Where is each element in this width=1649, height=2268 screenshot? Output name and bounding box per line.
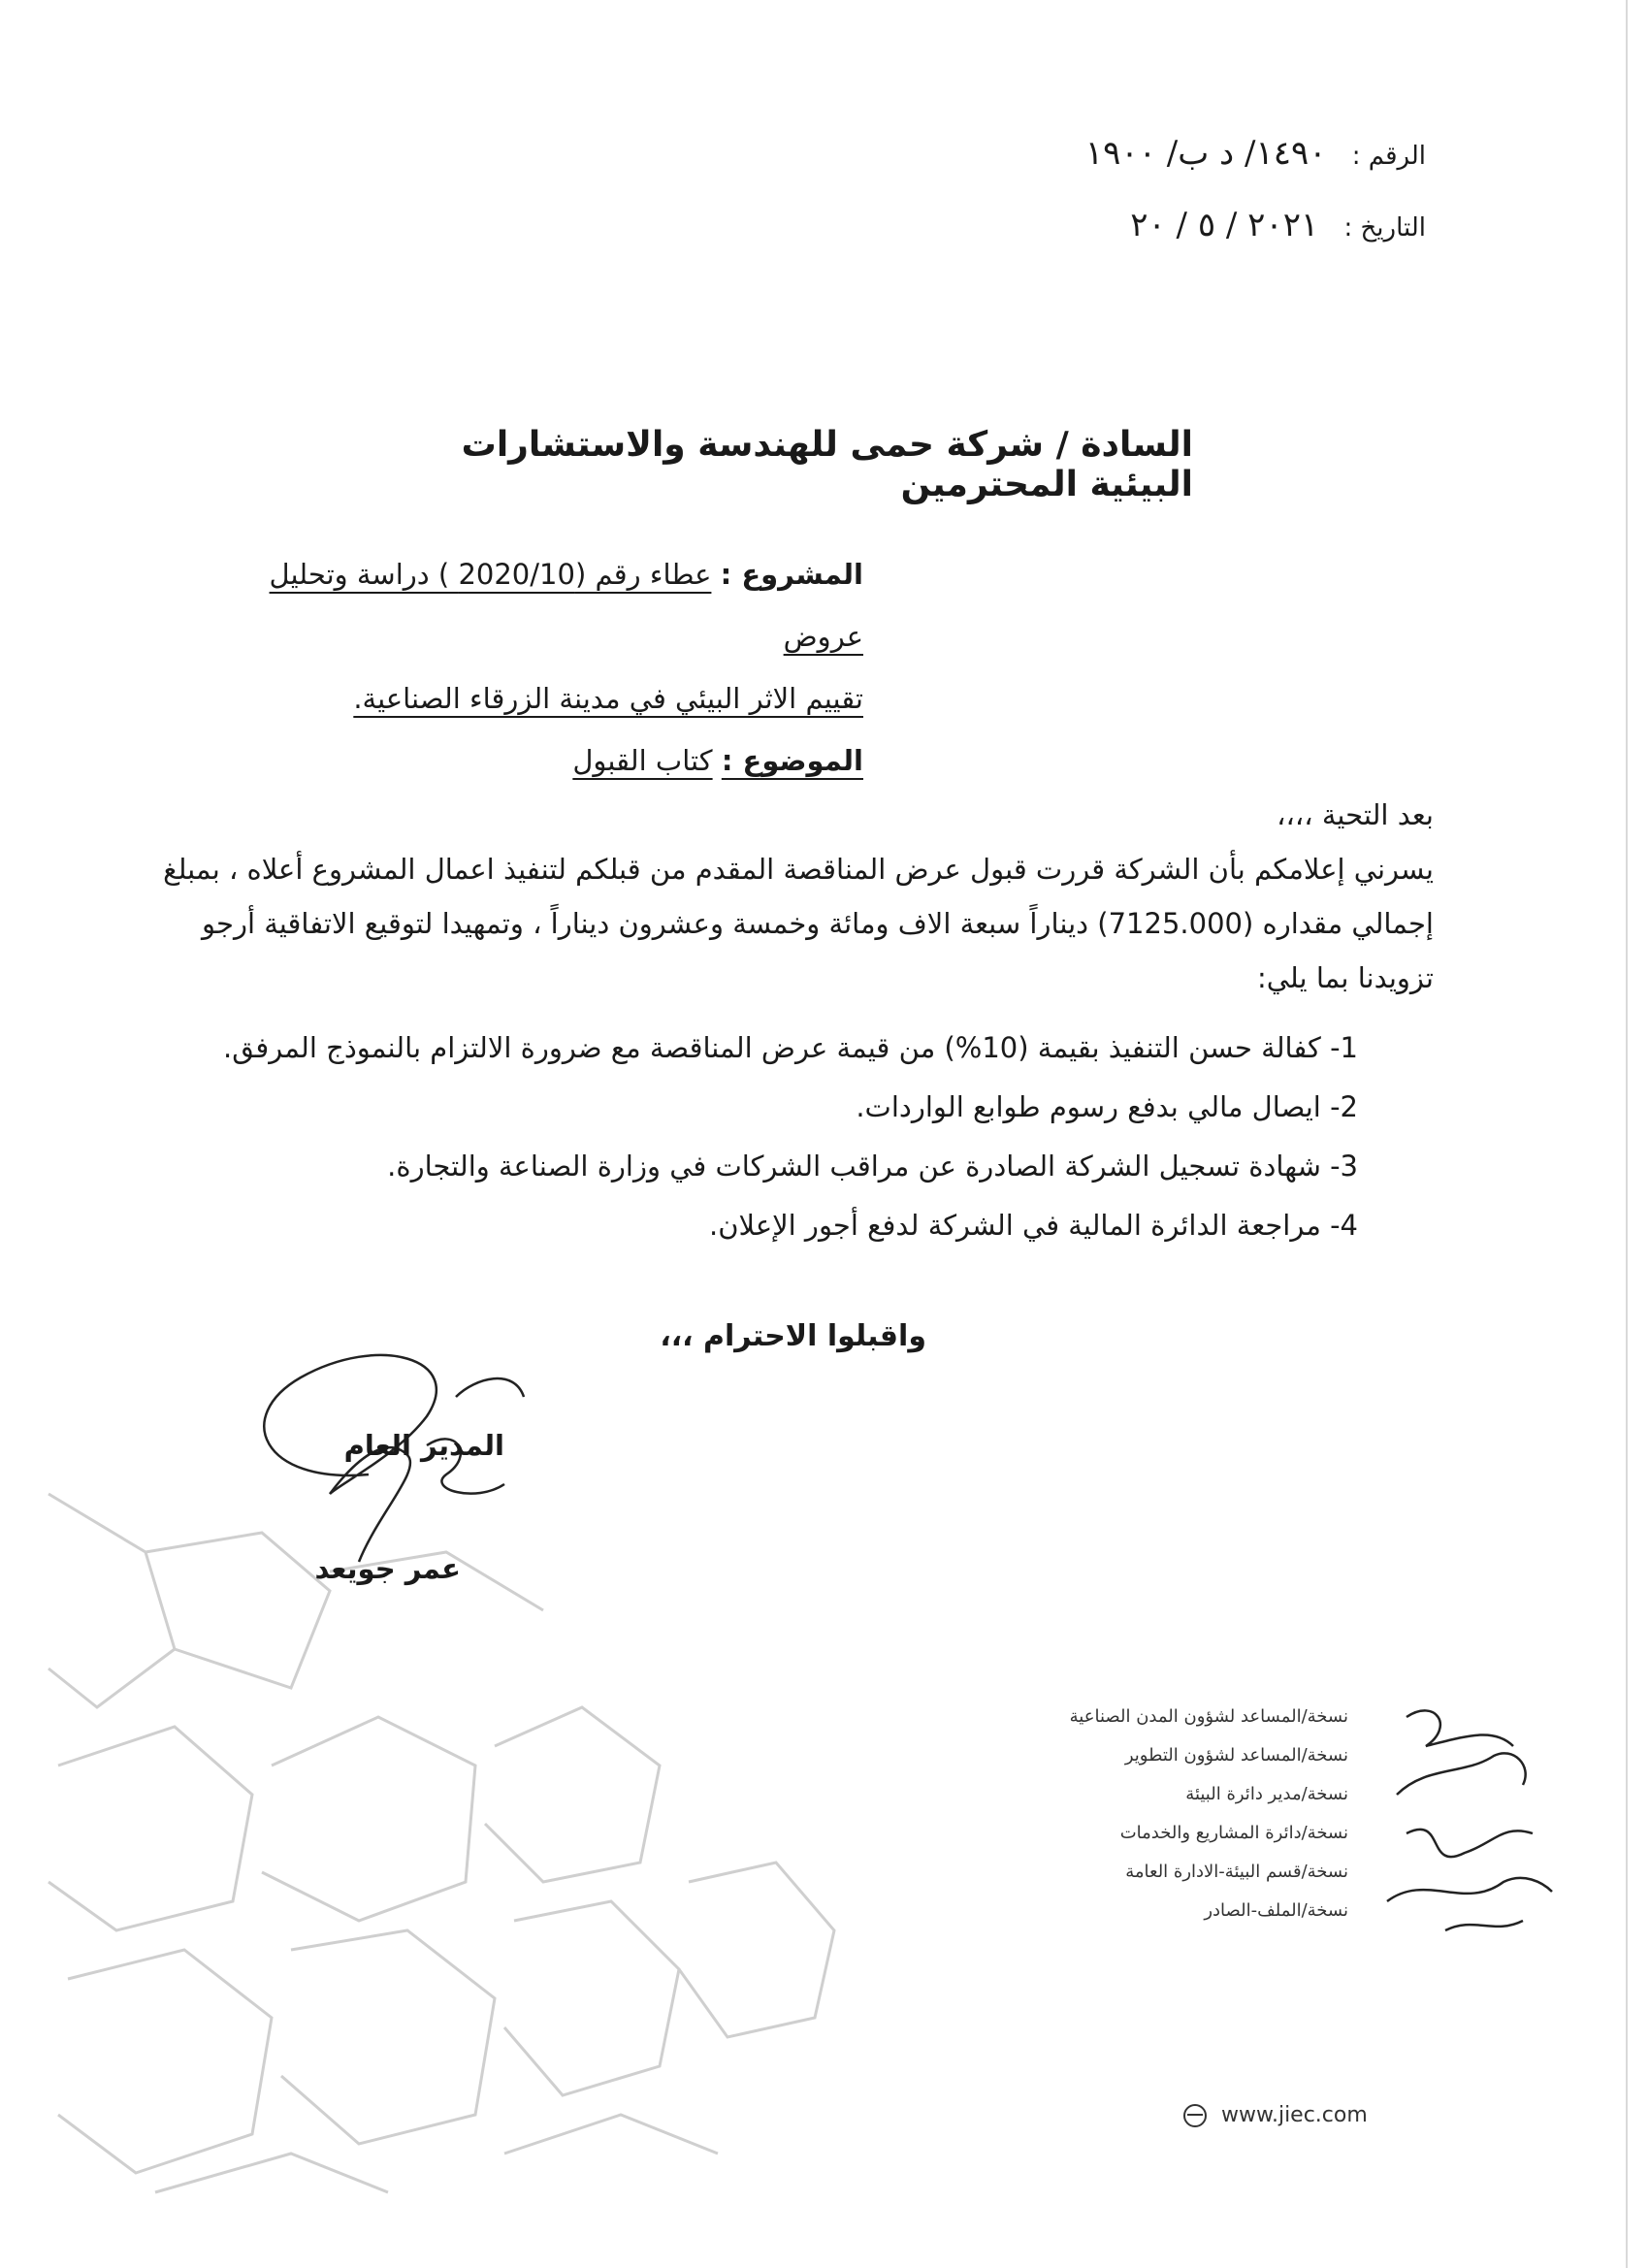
copies-list: [999, 1698, 1348, 1930]
page-edge-shadow: [1626, 0, 1628, 2268]
signatory-title: المدير العام: [343, 1429, 504, 1462]
project-line-2: [184, 667, 863, 729]
subject-label: الموضوع :: [721, 744, 863, 777]
copy-item: نسخة/دائرة المشاريع والخدمات: [1119, 1823, 1348, 1843]
subject-line: [184, 729, 863, 792]
greeting: بعد التحية ،،،،: [1277, 798, 1434, 831]
copy-item: نسخة/قسم البيئة-الادارة العامة: [1125, 1862, 1348, 1882]
website-footer: [1183, 2103, 1368, 2127]
copy-item: نسخة/الملف-الصادر: [1204, 1900, 1348, 1921]
copy-item: نسخة/المساعد لشؤون المدن الصناعية: [1069, 1706, 1348, 1727]
signatory-name: عمر جويعد: [314, 1552, 461, 1585]
date-value: ٢٠٢١ / ٥ / ٢٠: [1130, 206, 1319, 244]
requirement-item-3: 3- شهادة تسجيل الشركة الصادرة عن مراقب الشركات في وزارة الصناعة والتجارة.: [387, 1150, 1358, 1183]
watermark-hexagon-pattern: [39, 1474, 912, 2212]
project-block: [184, 543, 863, 792]
project-label: المشروع :: [720, 558, 863, 591]
body-line-3: تزويدنا بما يلي:: [1256, 961, 1434, 994]
project-title-1: عطاء رقم (2020/10 ) دراسة وتحليل عروض: [269, 558, 863, 653]
project-line-1: [184, 543, 863, 667]
requirement-item-1: 1- كفالة حسن التنفيذ بقيمة (10%) من قيمة عرض المناقصة مع ضرورة الالتزام بالنموذج المرفق.: [223, 1031, 1358, 1064]
date-label: التاريخ :: [1343, 213, 1426, 243]
closing-salutation: واقبلوا الاحترام ،،،: [660, 1319, 926, 1353]
body-line-2: إجمالي مقداره (7125.000) ديناراً سبعة الاف ومائة وخمسة وعشرون ديناراً ، وتمهيدا لتوقيع الاتفاقية أرجو: [202, 907, 1434, 940]
handwritten-annotation: [1368, 1688, 1562, 1960]
website-url[interactable]: www.jiec.com: [1221, 2103, 1368, 2127]
project-title-2: تقييم الاثر البيئي في مدينة الزرقاء الصناعية.: [353, 682, 863, 715]
requirements-list: [194, 1021, 1358, 1252]
document-date: [1130, 206, 1426, 244]
copy-item: نسخة/مدير دائرة البيئة: [1185, 1784, 1348, 1804]
ref-value: ١٤٩٠/ د ب/ ١٩٠٠: [1084, 134, 1327, 173]
globe-icon: [1183, 2104, 1207, 2127]
requirement-item-4: 4- مراجعة الدائرة المالية في الشركة لدفع أجور الإعلان.: [709, 1209, 1358, 1242]
addressee-line: السادة / شركة حمى للهندسة والاستشارات البيئية المحترمين: [461, 425, 1193, 504]
requirement-item-2: 2- ايصال مالي بدفع رسوم طوابع الواردات.: [856, 1090, 1358, 1123]
letter-body: [134, 788, 1434, 1005]
reference-number: [1085, 134, 1426, 173]
body-line-1: يسرني إعلامكم بأن الشركة قررت قبول عرض المناقصة المقدم من قبلكم لتنفيذ اعمال المشروع أعلاه ، بمبلغ: [163, 853, 1434, 886]
copy-item: نسخة/المساعد لشؤون التطوير: [1124, 1745, 1348, 1766]
subject-value: كتاب القبول: [572, 744, 713, 777]
ref-label: الرقم :: [1351, 142, 1426, 171]
